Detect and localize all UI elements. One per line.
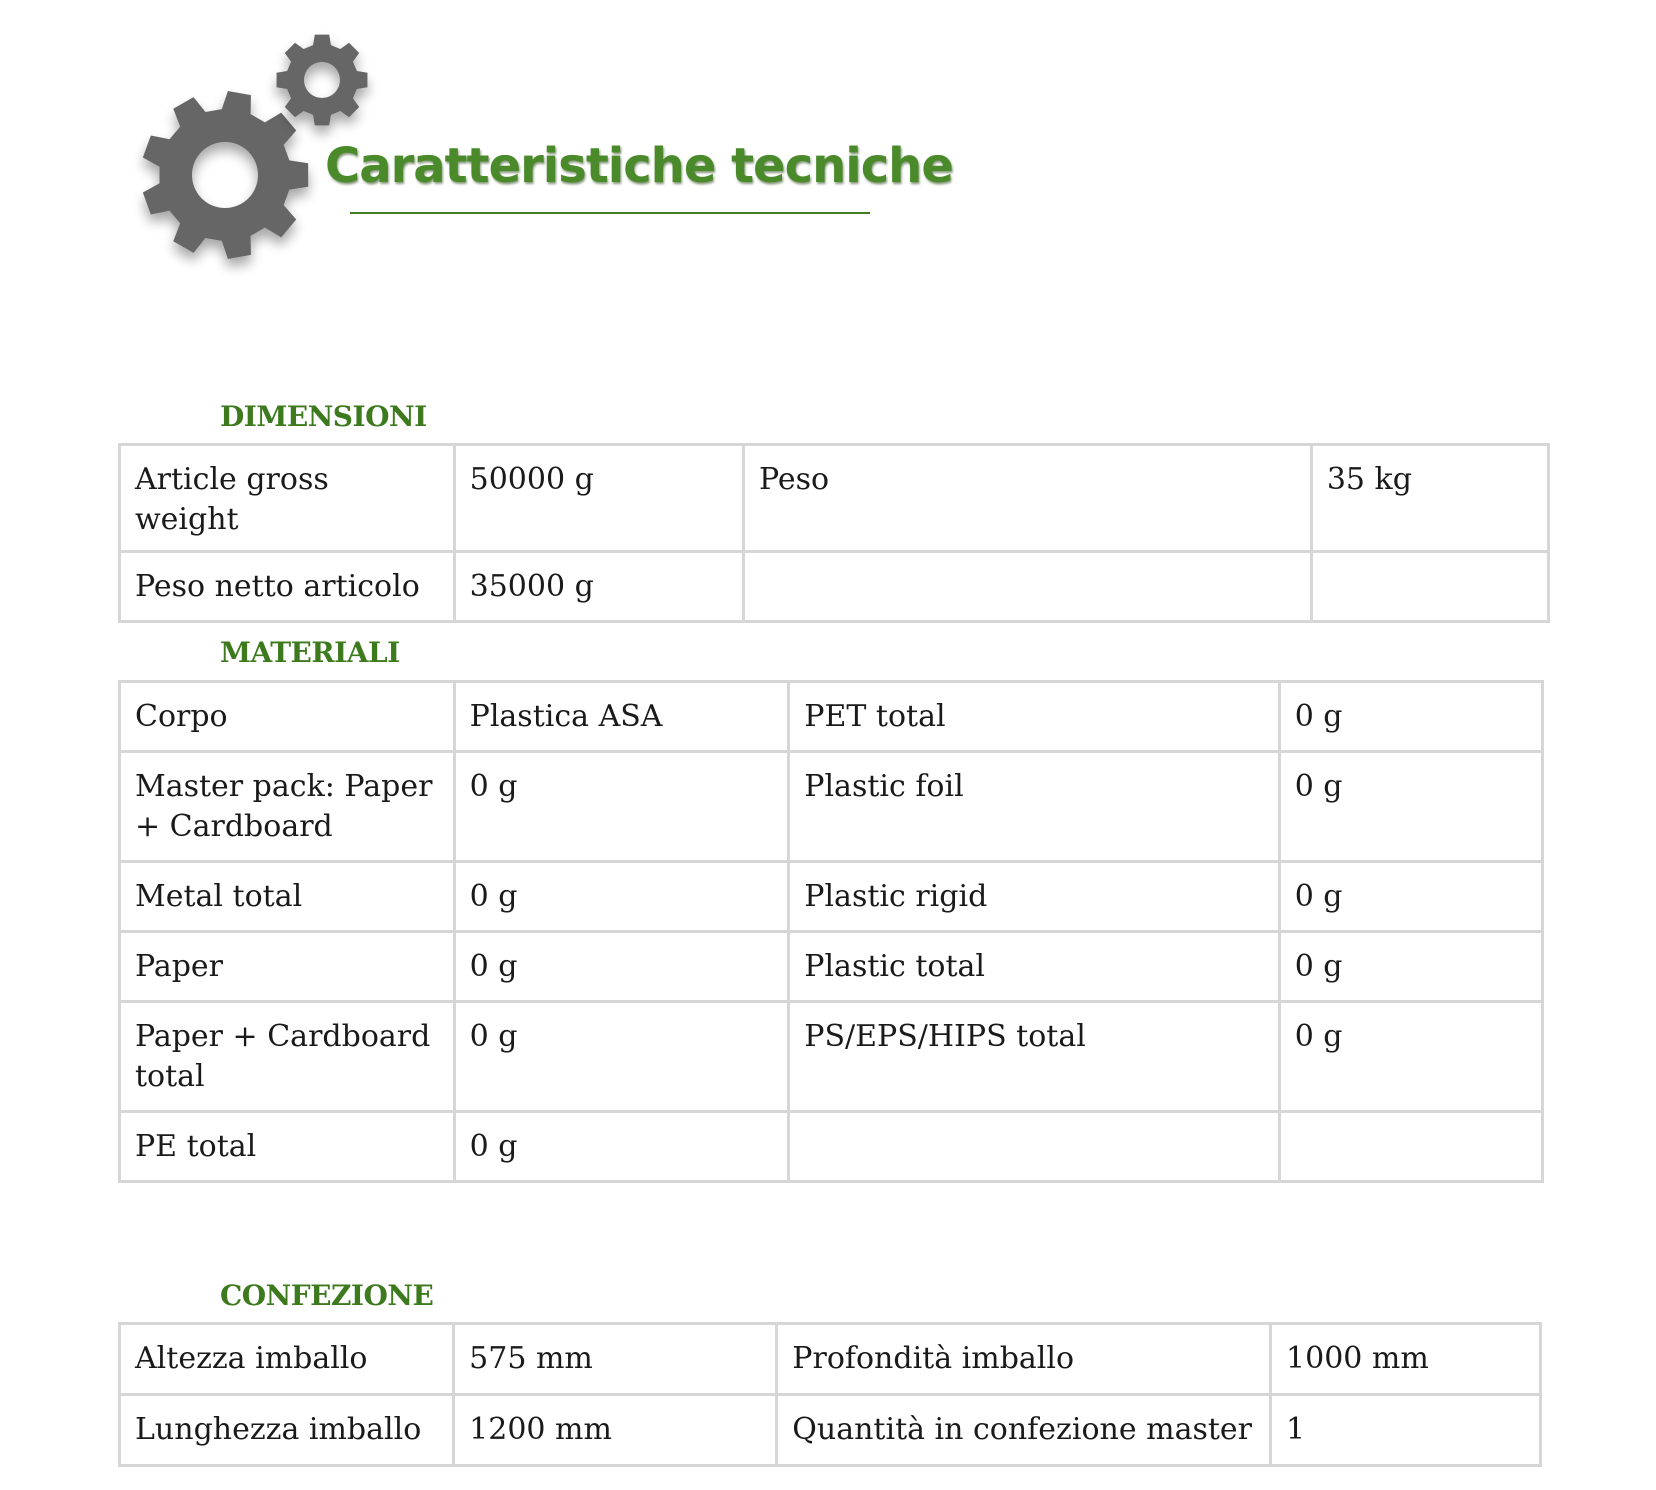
mat-value-plastic-total: 0 g [1279,932,1542,1002]
large-gear-icon [143,91,308,259]
table-cell-empty [789,1112,1279,1182]
table-cell-empty [1279,1112,1542,1182]
table-row [120,445,1549,552]
mat-label-corpo: Corpo [120,682,455,752]
table-row [120,1002,1543,1112]
table-row [120,1112,1543,1182]
conf-value-profondita: 1000 mm [1271,1324,1541,1395]
mat-value-corpo: Plastica ASA [454,682,789,752]
page-title: Caratteristiche tecniche [325,138,953,194]
mat-value-paper-cardboard-total: 0 g [454,1002,789,1112]
mat-value-paper: 0 g [454,932,789,1002]
dim-value-net-weight: 35000 g [454,552,743,622]
mat-value-master-pack: 0 g [454,752,789,862]
mat-label-plastic-total: Plastic total [789,932,1279,1002]
mat-value-plastic-foil: 0 g [1279,752,1542,862]
conf-value-altezza: 575 mm [454,1324,777,1395]
mat-label-paper: Paper [120,932,455,1002]
mat-label-plastic-rigid: Plastic rigid [789,862,1279,932]
conf-label-altezza: Altezza imballo [120,1324,454,1395]
dim-value-gross-weight: 50000 g [454,445,743,552]
table-row [120,862,1543,932]
section-heading-dimensioni: DIMENSIONI [220,400,427,433]
mat-value-metal-total: 0 g [454,862,789,932]
table-cell-empty [1311,552,1548,622]
dimensioni-table [118,443,1550,623]
small-gear-icon [277,35,368,126]
mat-label-pet-total: PET total [789,682,1279,752]
materiali-table [118,680,1544,1183]
mat-value-pe-total: 0 g [454,1112,789,1182]
mat-label-paper-cardboard-total: Paper + Cardboard total [120,1002,455,1112]
mat-label-pe-total: PE total [120,1112,455,1182]
section-heading-materiali: MATERIALI [220,636,400,669]
mat-label-ps-eps-hips-total: PS/EPS/HIPS total [789,1002,1279,1112]
table-row [120,1395,1541,1466]
mat-value-plastic-rigid: 0 g [1279,862,1542,932]
conf-value-quantita: 1 [1271,1395,1541,1466]
document-header [130,30,953,300]
table-row [120,932,1543,1002]
dim-label-net-weight: Peso netto articolo [120,552,455,622]
conf-value-lunghezza: 1200 mm [454,1395,777,1466]
table-row [120,682,1543,752]
mat-value-ps-eps-hips-total: 0 g [1279,1002,1542,1112]
table-row [120,752,1543,862]
conf-label-quantita: Quantità in confezione master [777,1395,1271,1466]
title-underline [350,212,870,214]
conf-label-lunghezza: Lunghezza imballo [120,1395,454,1466]
section-heading-confezione: CONFEZIONE [220,1279,434,1312]
confezione-table [118,1322,1542,1467]
conf-label-profondita: Profondità imballo [777,1324,1271,1395]
dim-value-peso: 35 kg [1311,445,1548,552]
mat-label-plastic-foil: Plastic foil [789,752,1279,862]
table-cell-empty [744,552,1312,622]
table-row [120,1324,1541,1395]
mat-label-master-pack: Master pack: Paper + Cardboard [120,752,455,862]
dim-label-gross-weight: Article gross weight [120,445,455,552]
table-row [120,552,1549,622]
mat-value-pet-total: 0 g [1279,682,1542,752]
dim-label-peso: Peso [744,445,1312,552]
mat-label-metal-total: Metal total [120,862,455,932]
